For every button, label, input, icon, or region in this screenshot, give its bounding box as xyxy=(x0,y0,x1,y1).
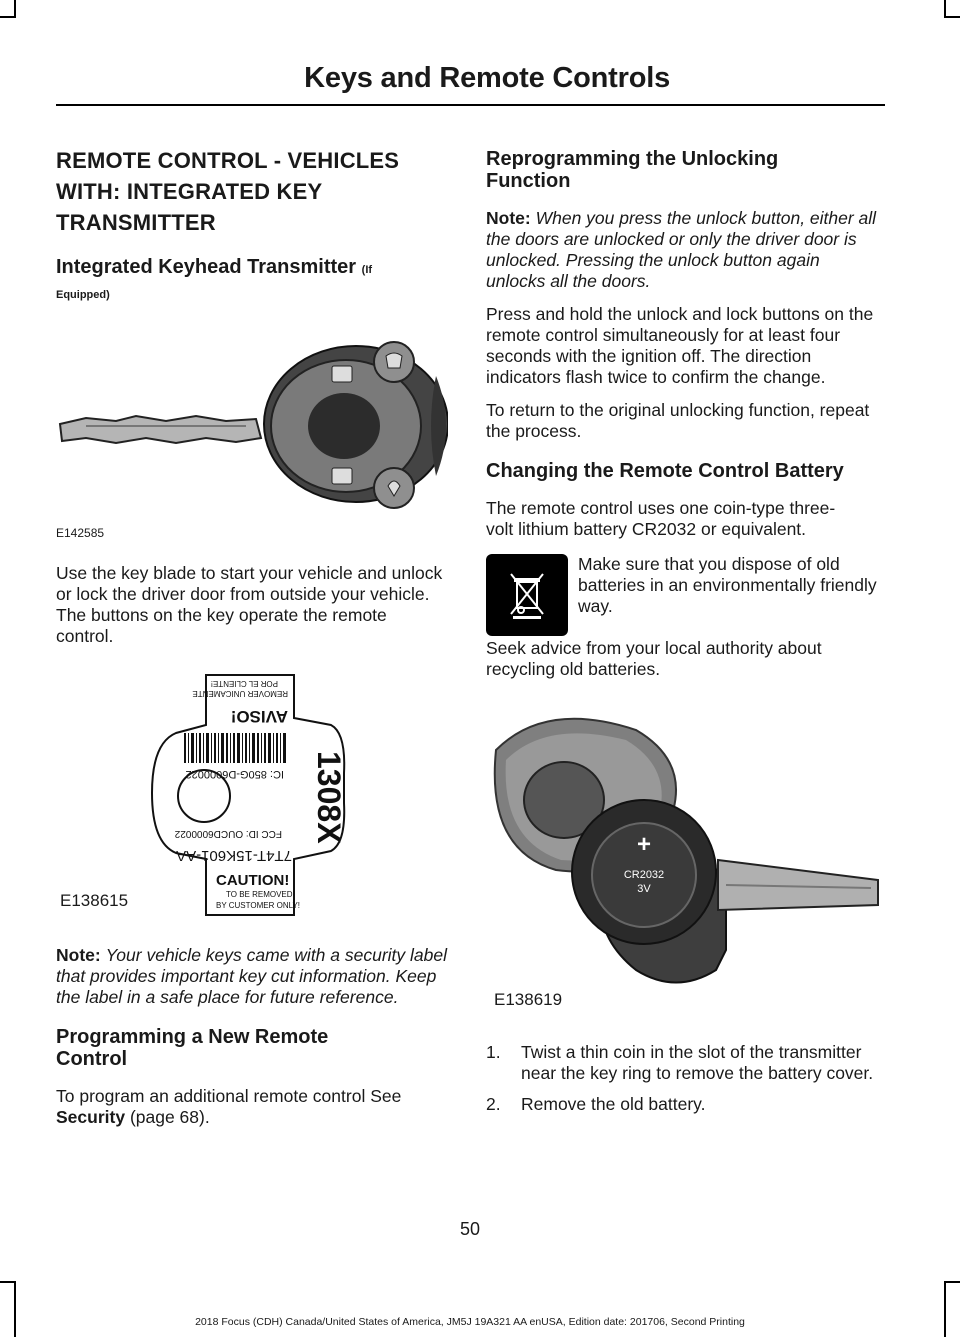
tag-caution-sub1: TO BE REMOVED xyxy=(226,890,293,899)
tag-code: 1308X xyxy=(311,751,347,844)
step-item: 2. Remove the old battery. xyxy=(486,1094,706,1114)
battery-heading: Changing the Remote Control Battery xyxy=(486,460,844,482)
tag-ic: IC: 850G-D6000022 xyxy=(185,768,284,780)
subheading-suffix: Equipped) xyxy=(56,289,110,301)
figure-code: E138619 xyxy=(494,990,563,1009)
battery-paragraph: The remote control uses one coin-type three-volt lithium battery CR2032 or equivalent. xyxy=(486,498,836,539)
programming-heading: Programming a New Remote Control xyxy=(56,1026,329,1070)
section-heading: REMOTE CONTROL - VEHICLES WITH: INTEGRATED KEY TRANSMITTER xyxy=(56,148,400,235)
step-item: 1. Twist a thin coin in the slot of the transmitter near the key ring to remove the battery cover. xyxy=(486,1042,874,1083)
security-label-note: Note: Your vehicle keys came with a security label that provides important key cut information. Keep the label in a safe place for future reference. xyxy=(56,945,447,1007)
chapter-title: Keys and Remote Controls xyxy=(304,62,670,94)
battery-model: CR2032 xyxy=(623,869,665,881)
security-tag-illustration xyxy=(56,663,448,923)
key-illustration xyxy=(56,326,448,526)
crop-mark xyxy=(944,16,960,18)
left-column xyxy=(56,145,448,1128)
battery-replacement-image xyxy=(486,710,880,1022)
crop-mark xyxy=(0,1281,16,1283)
crop-mark xyxy=(0,16,16,18)
tag-caution-sub2: BY CUSTOMER ONLY! xyxy=(216,901,301,910)
disposal-warning-text: Make sure that you dispose of old batteries in an environmentally friendly way. xyxy=(578,554,877,616)
battery-illustration xyxy=(486,710,880,990)
key-transmitter-image xyxy=(56,311,448,541)
crop-mark xyxy=(944,1281,946,1337)
disposal-warning xyxy=(486,554,880,636)
page-number: 50 xyxy=(459,1219,481,1239)
tag-aviso-sub2: POR EL CLIENTE! xyxy=(210,679,278,688)
security-label-image xyxy=(56,663,448,923)
crossed-bin-icon xyxy=(486,554,568,636)
battery-volt: 3V xyxy=(637,883,651,895)
security-link[interactable]: Security xyxy=(56,1107,126,1127)
subheading-keyhead-transmitter: Integrated Keyhead Transmitter (If xyxy=(56,256,373,278)
crop-mark xyxy=(14,1281,16,1337)
reprogramming-heading: Reprogramming the Unlocking Function xyxy=(486,148,779,192)
right-column xyxy=(486,145,880,1125)
recycling-paragraph: Seek advice from your local authority about recycling old batteries. xyxy=(486,638,822,679)
header-rule xyxy=(56,104,885,106)
tag-part: 7T4T-15K601-AA xyxy=(176,847,292,864)
tag-caution: CAUTION! xyxy=(216,872,290,889)
tag-fcc: FCC ID: OUCD6000022 xyxy=(174,828,282,839)
programming-paragraph: To program an additional remote control See Security (page 68). xyxy=(56,1086,402,1127)
figure-code: E138615 xyxy=(60,891,129,910)
restore-paragraph: To return to the original unlocking function, repeat the process. xyxy=(486,400,870,441)
key-blade-paragraph: Use the key blade to start your vehicle and unlock or lock the driver door from outside your vehicle. The buttons on the key operate the remote control. xyxy=(56,563,443,646)
reprogramming-note: Note: When you press the unlock button, either all the doors are unlocked or only the driver door is unlocked. Pressing the unlock button again unlocks all the doors. xyxy=(486,208,877,291)
tag-aviso-sub1: REMOVER UNICAMENTE xyxy=(192,689,288,698)
tag-aviso: AVISO! xyxy=(230,707,288,726)
crop-mark xyxy=(944,1281,960,1283)
figure-code: E142585 xyxy=(56,526,105,540)
battery-plus: + xyxy=(636,831,652,858)
battery-steps xyxy=(486,1042,880,1115)
page-footer: 2018 Focus (CDH) Canada/United States of America, JM5J 19A321 AA enUSA, Edition date: 201706, Second Printing xyxy=(195,1316,745,1328)
reprogramming-paragraph: Press and hold the unlock and lock buttons on the remote control simultaneously for at least four seconds with the ignition off. The direction indicators flash twice to confirm the change. xyxy=(486,304,874,387)
